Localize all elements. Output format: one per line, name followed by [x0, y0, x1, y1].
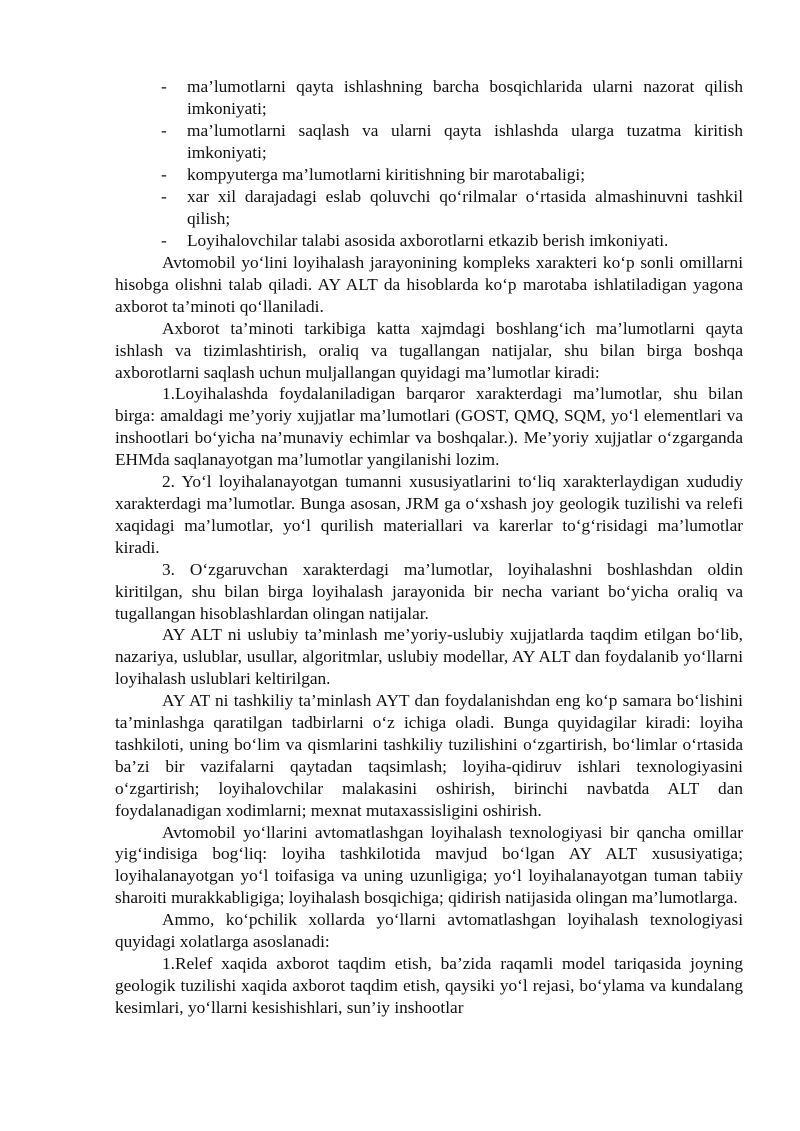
paragraph-variable-data: 3. O‘zgaruvchan xarakterdagi ma’lumotlar, loyihalashni boshlashdan oldin kiritilgan, shu bilan birga loyihalash jarayonida bir necha variant bo‘yicha oraliq va tugallangan hisoblashlardan olingan natijalar.	[115, 559, 743, 623]
document-page	[115, 76, 743, 1019]
bullet-item	[115, 230, 743, 252]
bullet-dash: -	[161, 121, 167, 140]
bullet-text: kompyuterga ma’lumotlarni kiritishning bir marotabaligi;	[187, 165, 586, 184]
paragraph-however: Ammo, ko‘pchilik xollarda yo‘llarni avtomatlashgan loyihalash texnologiyasi quyidagi xolatlarga asoslanadi:	[115, 910, 743, 952]
paragraph-relief-info: 1.Relef xaqida axborot taqdim etish, ba’zida raqamli model tariqasida joyning geologik tuzilishi xaqida axborot taqdim etish, qaysiki yo‘l rejasi, bo‘ylama va kundalang kesimlari, yo‘llarni kesishishlari, sun’iy inshootlar	[115, 954, 743, 1017]
bullet-dash: -	[161, 165, 167, 184]
paragraph-complex-nature: Avtomobil yo‘lini loyihalash jarayonining kompleks xarakteri ko‘p sonli omillarni hisobga olishni talab qiladi. AY ALT da hisoblarda ko‘p marotaba ishlatiladigan yagona axborot ta’minoti qo‘llaniladi.	[115, 253, 743, 316]
paragraph-information-support: Axborot ta’minoti tarkibiga katta xajmdagi boshlang‘ich ma’lumotlarni qayta ishlash va tizimlashtirish, oraliq va tugallangan natijalar, shu bilan birga boshqa axborotlarni saqlash uchun muljallangan quyidagi ma’lumotlar kiradi:	[115, 318, 743, 382]
bullet-item	[115, 120, 743, 164]
paragraph-regional-data: 2. Yo‘l loyihalanayotgan tumanni xususiyatlarini to‘liq xarakterlaydigan xududiy xarakterdagi ma’lumotlar. Bunga asosan, JRM ga o‘xshash joy geologik tuzilishi va relefi xaqidagi ma’lumotlar, yo‘l qurilish materiallari va karerlar to‘g‘risidagi ma’lumotlar kiradi.	[115, 472, 743, 557]
bullet-text: xar xil darajadagi eslab qoluvchi qo‘rilmalar o‘rtasida almashinuvni tashkil qilish;	[187, 187, 743, 228]
bullet-dash: -	[161, 77, 167, 96]
paragraph-stable-data: 1.Loyihalashda foydalaniladigan barqaror xarakterdagi ma’lumotlar, shu bilan birga: amaldagi me’yoriy xujjatlar ma’lumotlari (GOST, QMQ, SQM, yo‘l elementlari va inshootlari bo‘yicha na’munaviy echimlar va boshqalar.). Me’yoriy xujjatlar o‘zgarganda EHMda saqlanayotgan ma’lumotlar yangilanishi lozim.	[115, 384, 743, 470]
bullet-item	[115, 164, 743, 186]
bullet-item	[115, 76, 743, 120]
paragraph-methodical-support: AY ALT ni uslubiy ta’minlash me’yoriy-uslubiy xujjatlarda taqdim etilgan bo‘lib, nazariya, uslublar, usullar, algoritmlar, uslubiy modellar, AY ALT dan foydalanib yo‘llarni loyihalash uslublari keltirilgan.	[115, 625, 743, 689]
bullet-text: ma’lumotlarni qayta ishlashning barcha bosqichlarida ularni nazorat qilish imkoniyati;	[187, 77, 743, 118]
bullet-dash: -	[161, 231, 167, 250]
bullet-dash: -	[161, 187, 167, 206]
bullet-item	[115, 186, 743, 230]
bullet-text: Loyihalovchilar talabi asosida axborotlarni etkazib berish imkoniyati.	[187, 231, 669, 250]
paragraph-organizational-support: AY AT ni tashkiliy ta’minlash AYT dan foydalanishdan eng ko‘p samara bo‘lishini ta’minlashga qaratilgan tadbirlarni o‘z ichiga oladi. Bunga quyidagilar kiradi: loyiha tashkiloti, uning bo‘lim va qismlarini tashkiliy tuzilishini o‘zgartirish, bo‘limlar o‘rtasida ba’zi bir vazifalarni qaytadan taqsimlash; loyiha-qidiruv ishlari texnologiyasini o‘zgartirish; loyihalovchilar malakasini oshirish, birinchi navbatda ALT dan foydalanadigan xodimlarni; mexnat mutaxassisligini oshirish.	[115, 691, 743, 820]
paragraph-automation-factors: Avtomobil yo‘llarini avtomatlashgan loyihalash texnologiyasi bir qancha omillar yig‘indisiga bog‘liq: loyiha tashkilotida mavjud bo‘lgan AY ALT xususiyatiga; loyihalanayotgan yo‘l toifasiga va uning uzunligiga; yo‘l loyihalanayotgan tuman tabiiy sharoiti murakkabligiga; loyihalash bosqichiga; qidirish natijasida olingan ma’lumotlarga.	[115, 822, 743, 908]
bullet-text: ma’lumotlarni saqlash va ularni qayta ishlashda ularga tuzatma kiritish imkoniyati;	[187, 121, 743, 162]
